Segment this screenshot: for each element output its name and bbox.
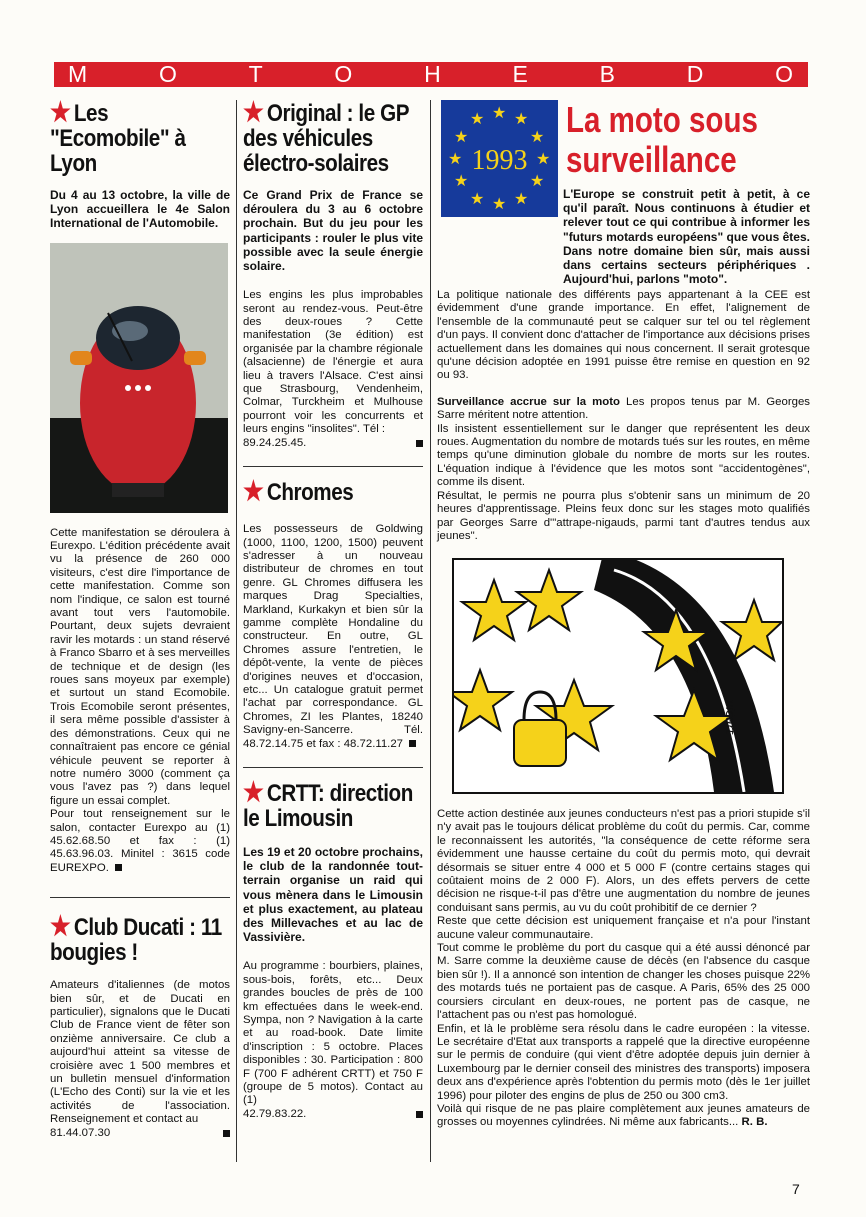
article-separator (243, 767, 423, 768)
article-contact: 42.79.83.22. (243, 1108, 423, 1121)
cartoon-drawing (454, 560, 782, 792)
article-body: Les engins les plus improbables seront au rendez-vous. Peut-être des deux-roues ? Cette manifestation (3e édition) est organisée par la chambre régionale (alsacienne) de l'énergie et aura lieu à travers l'Alsace. C'est ainsi que Strasbourg, Vendenheim, Colmar, Turckheim et Mulhouse pourront voir les concurrents et leurs engins "insolites". Tél : (243, 289, 423, 436)
banner-letter: O (334, 61, 354, 87)
end-mark (223, 1130, 230, 1137)
star-icon: ★ (470, 111, 485, 128)
main-article-title: La moto sous surveillance (566, 99, 758, 180)
star-icon: ★ (492, 196, 507, 213)
ecomobile-illustration (50, 243, 228, 513)
article-contact: 89.24.25.45. (243, 437, 423, 450)
flag-year: 1993 (471, 145, 528, 176)
paragraph: Voilà qui risque de ne pas plaire complètement aux jeunes amateurs de grosses ou moyennes cylindrées. Ni même aux fabricants... R. B. (437, 1102, 810, 1129)
article-club-ducati (50, 911, 230, 1140)
end-mark (416, 440, 423, 447)
article-title: ★ Chromes (243, 476, 354, 507)
article-contact: 81.44.07.30 (50, 1127, 230, 1140)
article-lead: Du 4 au 13 octobre, la ville de Lyon accueillera le 4e Salon International de l'Automobile. (50, 188, 230, 231)
banner-letter: O (158, 61, 178, 87)
star-icon: ★ (514, 111, 529, 128)
article-separator (243, 466, 423, 467)
column-divider (430, 100, 431, 1162)
article-contact: Pour tout renseignement sur le salon, contacter Eurexpo au (1) 45.62.68.50 et fax : (1) 45.63.96.03. Minitel : 3615 code EUREXPO. (50, 808, 230, 874)
article-body: Amateurs d'italiennes (de motos bien sûr, et de Ducati en particulier), signalons que le Ducati Club de France vient de fêter son onzième anniversaire. Ce club a aujourd'hui atteint sa vitesse de croisière avec 1 500 membres et un bulletin mensuel d'information (L'Echo des Conti) sur la vie et les activités de l'association. Renseignement et contact au (50, 979, 230, 1126)
column-left (50, 97, 230, 1140)
article-body: Cette manifestation se déroulera à Eurexpo. L'édition précédente avait vu la présence de 260 000 visiteurs, c'est dire l'importance de cette manifestation. Comme son nom l'indique, ce salon est tourné avant tout vers l'automobile. Pourtant, deux sujets devraient ravir les motards : un stand réservé à Franco Sbarro et à ses merveilles de technique et de design (les roues sans moyeux par exemple) et surtout un stand Ecomobile. Trois Ecomobile seront présentes, il sera même possible d'assister à des démonstrations. Ceux qui ne connaîtraient pas encore ce génial véhicule peuvent se reporter à notre numéro 3000 (comment ça vous l'avez pas ?) dans lequel figure un essai complet. (50, 526, 230, 807)
paragraph: Cette action destinée aux jeunes conducteurs n'est pas a priori stupide s'il n'y avait pas le toujours délicat problème du coût du permis. Car, comme le reconnaissent les autorités, "la conséquence de cette réforme sera évidemment une hausse certaine du coût du permis moto, qui devrait désormais se situer entre 4 000 et 5 000 F (contre certains stages qui coûtaient moins de 2 000 F). Alors, un des effets pervers de cette décision ne risque-t-il pas d'être une augmentation du nombre de jeunes conduisant sans permis, au vu du coût prohibitif de ce dernier ? (437, 808, 810, 914)
paragraph: Surveillance accrue sur la moto Les propos tenus par M. Georges Sarre méritent notre attention. (437, 395, 810, 422)
cartoon-illustration (452, 558, 784, 794)
paragraph: Ils insistent essentiellement sur le danger que représentent les deux roues. Augmentation du nombre de motards tués sur les routes, en même temps qu'une diminution globale du nombre de morts sur les routes. L'équation indique à l'évidence que les motos sont "accidentogènes", comme ils disent. (437, 422, 810, 489)
article-ecomobile (50, 97, 230, 875)
star-icon: ★ (492, 105, 507, 122)
banner-letter: M (68, 61, 89, 87)
article-separator (50, 897, 230, 898)
paragraph: Enfin, et là le problème sera résolu dans le cadre européen : la vitesse. Le secrétaire d'Etat aux transports a rappelé que la directive européenne sur le permis de conduire (qui vient d'être adoptée depuis juin dernier à Luxembourg par le dernier conseil des ministres des transports) imposera deux ans d'expérience après l'obtention du permis moto (dès le 1er juillet 1996) pour piloter des engins de plus de 250 ou 300 cm3. (437, 1022, 810, 1102)
paragraph-heading: Surveillance accrue sur la moto (437, 395, 620, 408)
column-divider (236, 100, 237, 1162)
star-icon: ★ (50, 911, 71, 942)
star-icon: ★ (50, 97, 71, 127)
ecomobile-photo (50, 243, 228, 513)
column-middle (243, 97, 423, 1121)
end-mark (416, 1111, 423, 1118)
main-article-lead: L'Europe se construit petit à petit, à ce qu'il paraît. Nous continuons à étudier et relever tout ce qui contribue à informer les "futurs motards européens" que vous êtes. Dans notre domaine bien sûr, mais aussi dans certains secteurs périphériques . Aujourd'hui, parlons "moto". (563, 187, 810, 287)
article-crtt (243, 777, 423, 1121)
paragraph: Tout comme le problème du port du casque qui a été aussi dénoncé par M. Sarre comme la deuxième cause de décès (en l'absence du casque bien sûr !). Il a annoncé son intention de changer les choses puisque 22% des motards tués ne portaient pas de casque. A Paris, 65% des 25 000 coursiers circulant en deux-roues, ne portent pas de casque, ne l'attachent pas ou n'est pas homologué. (437, 942, 810, 1022)
article-title: ★ Les "Ecomobile" à Lyon (50, 97, 186, 177)
banner-letter: D (686, 61, 705, 87)
star-icon: ★ (448, 151, 463, 168)
star-icon: ★ (514, 191, 529, 208)
star-icon: ★ (530, 129, 545, 146)
star-icon: ★ (243, 476, 264, 507)
main-article-body-continued (437, 808, 810, 1130)
page-number: 7 (792, 1181, 800, 1197)
banner-letter: O (775, 61, 794, 87)
cartoon-signature: vicart (723, 700, 737, 735)
article-body: Les possesseurs de Goldwing (1000, 1100, 1200, 1500) peuvent s'adresser à un nouveau distributeur de chromes en tout genre. GL Chromes diffusera les marques Drag Specialties, Markland, Kurkakyn et bien sûr la gamme complète Hondaline du constructeur. En outre, GL Chromes assure l'entretien, le dépôt-vente, la vente de pièces d'origines neuves et d'occasion, etc... Un catalogue gratuit permet l'achat par correspondance. GL Chromes, ZI les Plantes, 18240 Savigny-en-Sancerre. Tél. 48.72.14.75 et fax : 48.72.11.27 (243, 523, 423, 750)
banner-letter: E (512, 61, 529, 87)
banner-letter: B (599, 61, 616, 87)
author-signature: R. B. (741, 1116, 768, 1129)
paragraph: La politique nationale des différents pays appartenant à la CEE est évidemment d'une grande importance. En effet, l'alignement de l'ensemble de la communauté peut se calquer sur tel ou tel règlement d'un pays. Il convient donc d'attacher de l'importance aux décisions prises actuellement dans les domaines qui nous concernent. Il serait grotesque qu'une décision adoptée en 1991 puisse être remise en question en 92 ou 93. (437, 289, 810, 382)
moto-hebdo-banner (54, 62, 808, 87)
star-icon: ★ (530, 173, 545, 190)
main-article-body (437, 289, 810, 543)
article-body: Au programme : bourbiers, plaines, sous-bois, forêts, etc... Deux grandes boucles de près de 100 km effectuées dans le week-end. Sympa, non ? Navigation à la carte et au road-book. Date limite d'inscription : 5 octobre. Places disponibles : 30. Participation : 800 F (700 F adhérent CRTT) et 750 F (groupe de 5 motos). Contact au (1) (243, 960, 423, 1107)
article-title: ★ Club Ducati : 11 bougies ! (50, 911, 222, 967)
star-icon: ★ (470, 191, 485, 208)
paragraph: Reste que cette décision est uniquement française et n'a pour l'instant aucune valeur communautaire. (437, 915, 810, 941)
article-lead: Ce Grand Prix de France se déroulera du 3 au 6 octobre prochain. But du jeu pour les participants : rouler le plus vite possible avec la seule énergie solaire. (243, 188, 423, 274)
article-title: ★ Original : le GP des véhicules électro-solaires (243, 97, 409, 177)
end-mark (409, 740, 416, 747)
star-icon: ★ (454, 173, 469, 190)
banner-letter: T (248, 61, 264, 87)
star-icon: ★ (536, 151, 551, 168)
article-title: ★ CRTT: direction le Limousin (243, 777, 413, 832)
article-lead: Les 19 et 20 octobre prochains, le club de la randonnée tout-terrain organise un raid qui vous mènera dans le Limousin et plus exactement, au plateau des Millevaches et au lac de Vassivière. (243, 845, 423, 945)
end-mark (115, 864, 122, 871)
banner-letter: H (424, 61, 442, 87)
star-icon: ★ (243, 777, 264, 807)
article-chromes (243, 476, 423, 751)
article-gp-solaire (243, 97, 423, 450)
star-icon: ★ (454, 129, 469, 146)
star-icon: ★ (243, 97, 264, 127)
paragraph: Résultat, le permis ne pourra plus s'obtenir sans un minimum de 20 heures d'apprentissage. Pleins feux donc sur les stages moto qualifiés par Georges Sarre d'"attrape-nigauds, parmi tant d'autres tendus aux jeunes". (437, 489, 810, 542)
